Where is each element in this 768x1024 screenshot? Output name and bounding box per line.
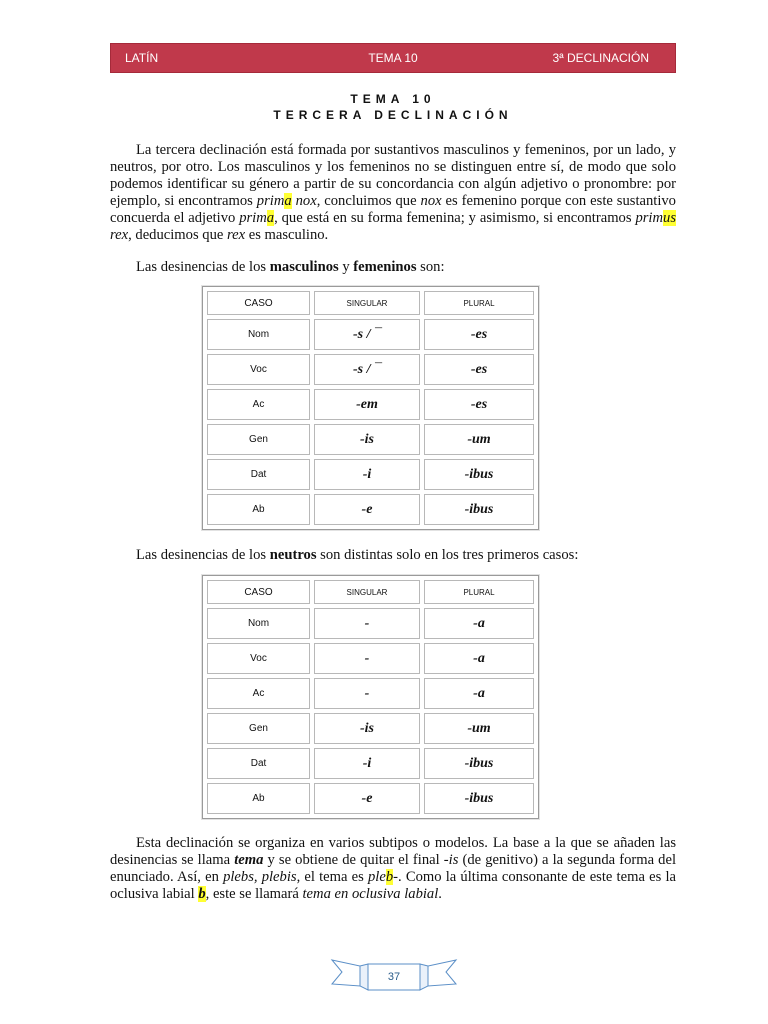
col-header-case: CASO: [207, 291, 310, 315]
plural-cell: -um: [424, 424, 534, 455]
plural-cell: -a: [424, 643, 534, 674]
header-subject: LATÍN: [125, 51, 159, 65]
col-header-singular: SINGULAR: [314, 580, 420, 604]
paragraph-intro: La tercera declinación está formada por sustantivos masculinos y femeninos, por un lado, y neutros, por otro. Los masculinos y los femeninos no se distinguen entre sí, de modo que solo podemos identificar su género a partir de su concordancia con algún adjetivo o pronombre: por ejemplo, si encontramos prima nox, concluimos que nox es femenino porque con este sustantivo concuerda el adjetivo prima, que está en su forma femenina; y asimismo, si encontramos primus rex, deducimos que rex es masculino.: [110, 142, 676, 243]
table-row: [207, 678, 534, 709]
plural-cell: -ibus: [424, 459, 534, 490]
case-cell: Ab: [207, 783, 310, 814]
case-cell: Dat: [207, 459, 310, 490]
table-row: [207, 494, 534, 525]
case-cell: Ac: [207, 678, 310, 709]
title-line-2: TERCERA DECLINACIÓN: [273, 108, 513, 122]
case-cell: Nom: [207, 319, 310, 350]
col-header-singular: SINGULAR: [314, 291, 420, 315]
singular-cell: -em: [314, 389, 420, 420]
table-row: [207, 354, 534, 385]
singular-cell: -: [314, 678, 420, 709]
case-cell: Ab: [207, 494, 310, 525]
col-header-plural: PLURAL: [424, 291, 534, 315]
plural-cell: -a: [424, 608, 534, 639]
singular-cell: -is: [314, 713, 420, 744]
singular-cell: -s / ¯: [314, 354, 420, 385]
plural-cell: -a: [424, 678, 534, 709]
table-row: [207, 319, 534, 350]
col-header-plural: PLURAL: [424, 580, 534, 604]
case-cell: Nom: [207, 608, 310, 639]
table-neutros: [202, 575, 539, 819]
plural-cell: -um: [424, 713, 534, 744]
page-header: [110, 43, 676, 73]
table-row: [207, 608, 534, 639]
plural-cell: -ibus: [424, 494, 534, 525]
singular-cell: -i: [314, 748, 420, 779]
table-row: [207, 389, 534, 420]
case-cell: Dat: [207, 748, 310, 779]
col-header-case: CASO: [207, 580, 310, 604]
case-cell: Gen: [207, 713, 310, 744]
table-header-row: [207, 580, 534, 604]
case-cell: Voc: [207, 643, 310, 674]
table-header-row: [207, 291, 534, 315]
case-cell: Voc: [207, 354, 310, 385]
page-number: 37: [387, 971, 401, 983]
paragraph-masc-fem: Las desinencias de los masculinos y femeninos son:: [136, 259, 445, 275]
singular-cell: -e: [314, 494, 420, 525]
table-row: [207, 748, 534, 779]
case-cell: Ac: [207, 389, 310, 420]
singular-cell: -: [314, 608, 420, 639]
paragraph-neutros: Las desinencias de los neutros son distintas solo en los tres primeros casos:: [136, 547, 579, 563]
table-row: [207, 459, 534, 490]
table-row: [207, 713, 534, 744]
plural-cell: -es: [424, 354, 534, 385]
plural-cell: -ibus: [424, 748, 534, 779]
table-row: [207, 783, 534, 814]
plural-cell: -es: [424, 319, 534, 350]
title-line-1: TEMA 10: [350, 92, 436, 106]
singular-cell: -s / ¯: [314, 319, 420, 350]
table-row: [207, 424, 534, 455]
singular-cell: -is: [314, 424, 420, 455]
plural-cell: -es: [424, 389, 534, 420]
singular-cell: -i: [314, 459, 420, 490]
plural-cell: -ibus: [424, 783, 534, 814]
table-row: [207, 643, 534, 674]
case-cell: Gen: [207, 424, 310, 455]
table-masc-fem: [202, 286, 539, 530]
paragraph-tema: Esta declinación se organiza en varios subtipos o modelos. La base a la que se añaden las desinencias se llama tema y se obtiene de quitar el final -is (de genitivo) a la segunda forma del enunciado. Así, en plebs, plebis, el tema es pleb-. Como la última consonante de este tema es la oclusiva labial b, este se llamará tema en oclusiva labial.: [110, 835, 676, 902]
header-topic: TEMA 10: [368, 51, 418, 65]
singular-cell: -e: [314, 783, 420, 814]
singular-cell: -: [314, 643, 420, 674]
header-section: 3ª DECLINACIÓN: [552, 51, 649, 65]
